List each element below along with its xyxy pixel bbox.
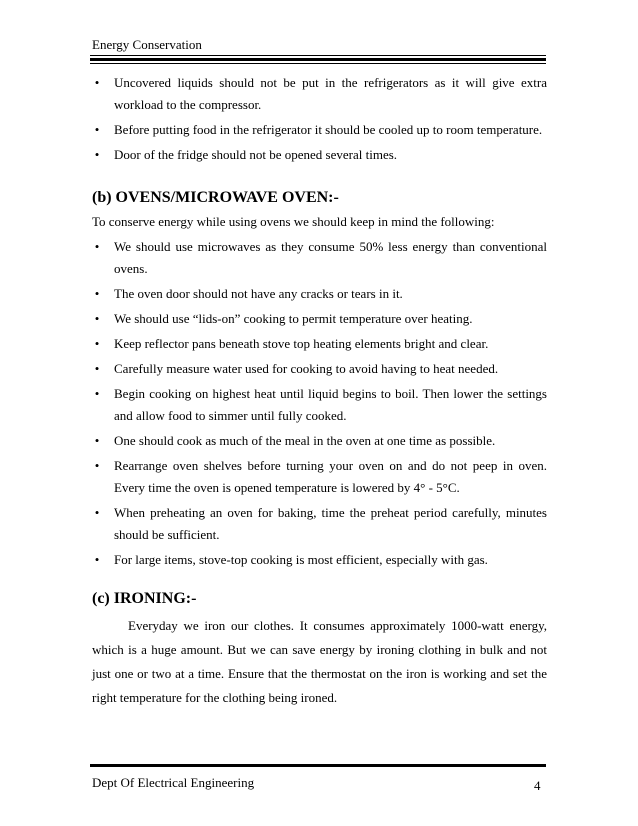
- list-item-text: Rearrange oven shelves before turning your oven on and do not peep in oven. Every time the oven is opened temperature is lowered by 4° - 5°C.: [114, 458, 547, 495]
- list-item-text: When preheating an oven for baking, time the preheat period carefully, minutes should be sufficient.: [114, 505, 547, 542]
- page-content: [92, 72, 547, 710]
- bullet-icon: •: [94, 433, 100, 448]
- list-item: [92, 72, 547, 116]
- list-item: [92, 119, 547, 141]
- list-item-text: Door of the fridge should not be opened several times.: [114, 147, 398, 162]
- list-item-text: Keep reflector pans beneath stove top heating elements bright and clear.: [114, 336, 489, 351]
- list-item: [92, 308, 547, 330]
- list-item-text: One should cook as much of the meal in the oven at one time as possible.: [114, 433, 496, 448]
- list-item-text: Before putting food in the refrigerator it should be cooled up to room temperature.: [114, 122, 543, 137]
- ovens-section-heading: (b) OVENS/MICROWAVE OVEN:-: [92, 189, 339, 206]
- list-item-text: For large items, stove-top cooking is most efficient, especially with gas.: [114, 552, 488, 567]
- bullet-icon: •: [94, 505, 100, 520]
- list-item-text: Begin cooking on highest heat until liquid begins to boil. Then lower the settings and allow food to simmer until fully cooked.: [114, 386, 547, 423]
- ironing-section-heading: (c) IRONING:-: [92, 590, 197, 607]
- list-item: [92, 144, 547, 166]
- page-number: 4: [534, 778, 541, 793]
- list-item: [92, 333, 547, 355]
- list-item-text: We should use microwaves as they consume 50% less energy than conventional ovens.: [114, 239, 547, 276]
- list-item: [92, 358, 547, 380]
- list-item: [92, 455, 547, 499]
- list-item: [92, 236, 547, 280]
- footer-department: Dept Of Electrical Engineering: [92, 775, 255, 790]
- ironing-paragraph: Everyday we iron our clothes. It consumes approximately 1000-watt energy, which is a huge amount. But we can save energy by ironing clothing in bulk and not just one or two at a time. Ensure that the thermostat on the iron is working and set the right temperature for the clothing being ironed.: [92, 618, 547, 705]
- bullet-icon: •: [94, 361, 100, 376]
- ovens-intro: To conserve energy while using ovens we should keep in mind the following:: [92, 214, 495, 229]
- bullet-icon: •: [94, 122, 100, 137]
- list-item-text: Carefully measure water used for cooking to avoid having to heat needed.: [114, 361, 499, 376]
- bullet-icon: •: [94, 239, 100, 254]
- bullet-icon: •: [94, 311, 100, 326]
- bullet-icon: •: [94, 147, 100, 162]
- header-rule: [90, 55, 546, 64]
- bullet-icon: •: [94, 336, 100, 351]
- ovens-bullet-list: [92, 236, 547, 571]
- bullet-icon: •: [94, 75, 100, 90]
- bullet-icon: •: [94, 458, 100, 473]
- list-item: [92, 283, 547, 305]
- list-item-text: The oven door should not have any cracks or tears in it.: [114, 286, 403, 301]
- bullet-icon: •: [94, 286, 100, 301]
- list-item: [92, 502, 547, 546]
- list-item-text: We should use “lids-on” cooking to permit temperature over heating.: [114, 311, 473, 326]
- bullet-icon: •: [94, 552, 100, 567]
- list-item: [92, 383, 547, 427]
- fridge-bullet-list: [92, 72, 547, 166]
- footer-rule: [90, 764, 546, 767]
- running-header-title: Energy Conservation: [92, 37, 202, 52]
- list-item-text: Uncovered liquids should not be put in the refrigerators as it will give extra workload to the compressor.: [114, 75, 547, 112]
- bullet-icon: •: [94, 386, 100, 401]
- list-item: [92, 430, 547, 452]
- list-item: [92, 549, 547, 571]
